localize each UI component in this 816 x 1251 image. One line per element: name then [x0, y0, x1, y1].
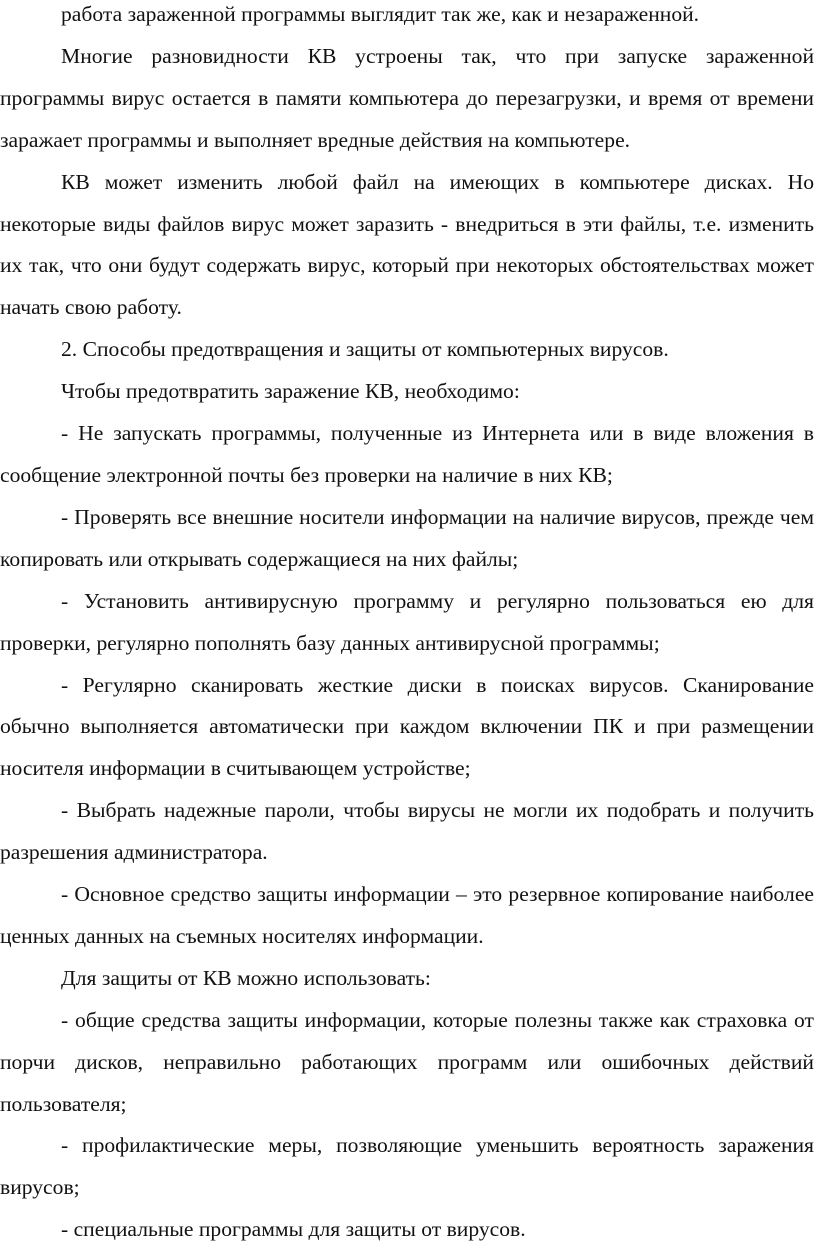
section-heading-prevention: 2. Способы предотвращения и защиты от компьютерных вирусов.: [61, 337, 669, 362]
list-item-preventive-measures: - профилактические меры, позволяющие уменьшить вероятность заражения вирусов;: [0, 1133, 814, 1200]
list-item-strong-passwords: - Выбрать надежные пароли, чтобы вирусы не могли их подобрать и получить разрешения администратора.: [0, 798, 814, 865]
paragraph-virus-files: КВ может изменить любой файл на имеющих в компьютере дисках. Но некоторые виды файлов вирус может заразить - внедриться в эти файлы, т.е. изменить их так, что они будут содержать вирус, который при некоторых обстоятельствах может начать свою работу.: [0, 169, 814, 320]
list-item-check-external-media: - Проверять все внешние носители информации на наличие вирусов, прежде чем копировать или открывать содержащиеся на них файлы;: [0, 504, 814, 571]
paragraph-virus-memory: Многие разновидности КВ устроены так, что при запуске зараженной программы вирус остается в памяти компьютера до перезагрузки, и время от времени заражает программы и выполняет вредные действия на компьютере.: [0, 43, 814, 152]
paragraph-protection-intro: Для защиты от КВ можно использовать:: [61, 965, 431, 990]
paragraph-prevention-intro: Чтобы предотвратить заражение КВ, необходимо:: [61, 379, 520, 404]
list-item-no-unverified-programs: - Не запускать программы, полученные из Интернета или в виде вложения в сообщение электронной почты без проверки на наличие в них КВ;: [0, 421, 814, 487]
list-item-special-programs: - специальные программы для защиты от вирусов.: [61, 1217, 526, 1242]
paragraph-continuation: работа зараженной программы выглядит так же, как и незараженной.: [61, 2, 700, 26]
list-item-install-antivirus: - Установить антивирусную программу и регулярно пользоваться ею для проверки, регулярно пополнять базу данных антивирусной программы;: [0, 588, 814, 655]
list-item-scan-disks: - Регулярно сканировать жесткие диски в поисках вирусов. Сканирование обычно выполняется автоматически при каждом включении ПК и при размещении носителя информации в считывающем устройстве;: [0, 672, 814, 781]
list-item-backup: - Основное средство защиты информации – это резервное копирование наиболее ценных данных на съемных носителях информации.: [0, 882, 814, 948]
list-item-general-protection: - общие средства защиты информации, которые полезны также как страховка от порчи дисков, неправильно работающих программ или ошибочных действий пользователя;: [0, 1007, 814, 1116]
